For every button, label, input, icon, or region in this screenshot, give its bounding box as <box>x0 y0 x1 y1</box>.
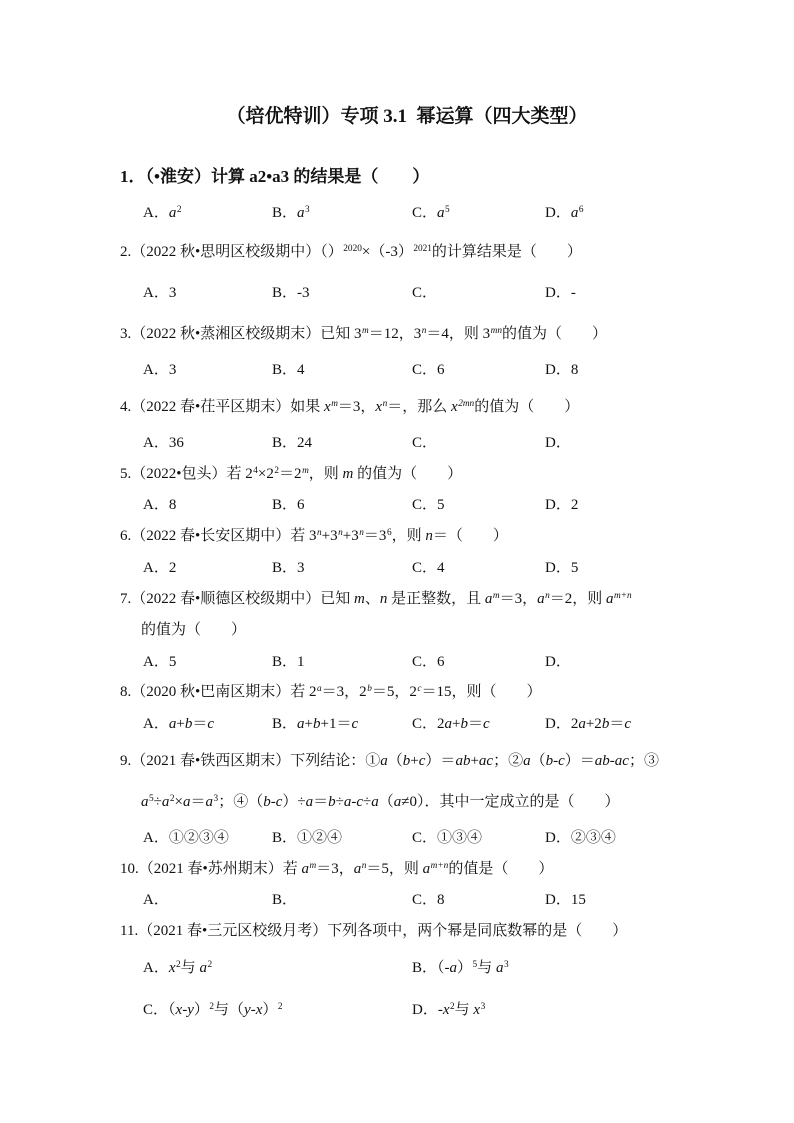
text-run: 10.（2021 春•苏州期末）若 <box>120 861 302 877</box>
text-run: B．-3 <box>272 285 310 301</box>
text-run: C．6 <box>412 654 445 670</box>
text-run: × <box>174 794 184 810</box>
question-9-option-a <box>143 828 229 848</box>
question-5-option-a <box>143 495 176 515</box>
text-run: A． <box>143 960 169 976</box>
text-run: C．（ <box>143 1002 176 1018</box>
text-run: - <box>270 794 276 810</box>
question-10-option-a <box>143 890 169 910</box>
text-run: D．2 <box>545 716 579 732</box>
question-1-option-a <box>143 203 182 223</box>
question-7-option-a <box>143 652 176 672</box>
math-variable: a <box>141 794 149 810</box>
text-run: A．2 <box>143 560 177 576</box>
question-11-option-b <box>412 958 509 978</box>
text-run: 9.（2021 春•铁西区期末）下列结论：① <box>120 753 381 769</box>
superscript-exponent: m <box>302 465 309 476</box>
text-run: B．4 <box>272 362 305 378</box>
superscript-exponent: 6 <box>578 204 584 215</box>
question-1-option-c <box>412 203 450 223</box>
text-run: C．①③④ <box>412 830 483 846</box>
superscript-exponent: 2 <box>274 465 280 476</box>
text-run: ÷ <box>335 794 344 810</box>
text-run: D．②③④ <box>545 830 616 846</box>
text-run: ）＝ <box>564 753 595 769</box>
question-10-option-c <box>412 890 445 910</box>
math-variable: a <box>297 716 305 732</box>
math-variable: m <box>354 591 365 607</box>
text-run: ＝ <box>467 716 483 732</box>
superscript-exponent: 2 <box>277 1001 283 1012</box>
question-11-stem <box>120 921 627 941</box>
question-3-option-b <box>272 360 305 380</box>
math-variable: a <box>168 205 177 221</box>
superscript-exponent: 3 <box>305 204 310 215</box>
superscript-exponent: 5 <box>149 793 154 804</box>
math-variable: a <box>205 794 214 810</box>
superscript-exponent: 2mn <box>458 398 475 409</box>
text-run: D．- <box>545 285 576 301</box>
text-run: 的值为（ ） <box>141 622 247 638</box>
question-4-stem <box>120 397 579 417</box>
question-2-stem <box>120 242 582 262</box>
superscript-exponent: m <box>362 325 369 336</box>
math-variable: ac <box>478 753 494 769</box>
superscript-exponent: 3 <box>480 1001 486 1012</box>
question-7-option-d <box>545 652 571 672</box>
math-variable: x <box>324 399 331 415</box>
question-9-option-c <box>412 828 482 848</box>
text-run: B．24 <box>272 435 313 451</box>
math-variable: a <box>437 205 445 221</box>
text-run: 与 <box>477 960 496 976</box>
text-run: ；③ <box>628 753 659 769</box>
superscript-exponent: 2 <box>207 959 213 970</box>
superscript-exponent: n <box>361 860 367 871</box>
text-run: ＝ <box>192 716 208 732</box>
text-run: B．①②④ <box>272 830 343 846</box>
text-run: ＝3 <box>363 528 387 544</box>
text-run: ，则 <box>308 466 343 482</box>
superscript-exponent: m <box>309 860 317 871</box>
superscript-exponent: 2 <box>169 793 175 804</box>
superscript-exponent: 2 <box>176 204 182 215</box>
text-run: 与 <box>454 1002 474 1018</box>
text-run: 8.（2020 秋•巴南区期末）若 2 <box>120 684 317 700</box>
math-variable: a <box>161 794 170 810</box>
question-4-option-b <box>272 433 312 453</box>
text-run: ）÷ <box>282 794 306 810</box>
text-run: ＝3， <box>316 861 354 877</box>
text-run: B． <box>272 205 298 221</box>
question-6-option-c <box>412 558 445 578</box>
question-7-stem-continued <box>141 620 246 640</box>
text-run: +3 <box>321 528 338 544</box>
text-run: ，则 <box>391 528 426 544</box>
superscript-exponent: m+n <box>614 590 632 601</box>
text-run: 与 <box>180 960 200 976</box>
question-1-option-d <box>545 203 584 223</box>
superscript-exponent: 5 <box>472 959 478 970</box>
text-run: C． <box>412 205 438 221</box>
text-run: ＝ <box>609 716 625 732</box>
text-run: ）＝ <box>425 753 456 769</box>
question-5-option-b <box>272 495 305 515</box>
math-variable: b <box>601 716 610 732</box>
math-variable: a <box>495 960 504 976</box>
text-run: 5.（2022•包头）若 2 <box>120 466 253 482</box>
question-1-stem <box>120 166 429 188</box>
question-4-option-d <box>545 433 571 453</box>
math-variable: ab <box>594 753 610 769</box>
text-run: ＝4，则 3 <box>426 326 491 342</box>
text-run: - <box>553 753 559 769</box>
text-run: B．1 <box>272 654 305 670</box>
question-9-option-b <box>272 828 342 848</box>
text-run: ＝3， <box>499 591 538 607</box>
math-variable: c <box>558 753 565 769</box>
math-variable: a <box>371 794 379 810</box>
text-run: C．8 <box>412 892 445 908</box>
text-run: 4.（2022 春•茌平区期末）如果 <box>120 399 325 415</box>
question-11-option-c <box>143 1000 283 1020</box>
text-run: A．8 <box>143 497 177 513</box>
text-run: ×2 <box>257 466 274 482</box>
text-run: 的值为（ ） <box>353 466 463 482</box>
superscript-exponent: 2020 <box>343 243 362 254</box>
math-variable: a <box>380 753 388 769</box>
text-run: C． <box>412 285 438 301</box>
superscript-exponent: n <box>317 527 322 538</box>
text-run: C．5 <box>412 497 445 513</box>
text-run: + <box>470 753 479 769</box>
text-run: - <box>351 794 357 810</box>
text-run: ＝5，2 <box>371 684 417 700</box>
text-run: ＝12，3 <box>368 326 422 342</box>
text-run: D．2 <box>545 497 579 513</box>
superscript-exponent: 6 <box>386 527 392 538</box>
text-run: ＝3，2 <box>321 684 367 700</box>
text-run: B．3 <box>272 560 305 576</box>
text-run: 1．（•淮安）计算 a2•a3 的结果是（ ） <box>120 167 430 186</box>
text-run: A．3 <box>143 362 177 378</box>
math-variable: a <box>606 591 614 607</box>
text-run: ＝15，则（ ） <box>421 684 542 700</box>
text-run: D．8 <box>545 362 579 378</box>
question-11-option-a <box>143 958 212 978</box>
text-run: A． <box>143 892 169 908</box>
text-run: D．15 <box>545 892 586 908</box>
superscript-exponent: m+n <box>430 860 449 871</box>
math-variable: b <box>545 753 554 769</box>
math-variable: c <box>275 794 283 810</box>
text-run: 的值为（ ） <box>502 326 608 342</box>
text-run: B． <box>272 892 298 908</box>
math-variable: a <box>301 861 310 877</box>
math-variable: a <box>523 753 531 769</box>
text-run: （ <box>530 753 546 769</box>
text-run: A． <box>143 716 169 732</box>
superscript-exponent: mn <box>490 325 503 336</box>
text-run: A．5 <box>143 654 177 670</box>
question-2-option-c <box>412 283 437 303</box>
question-11-option-d <box>412 1000 485 1020</box>
text-run: C． <box>412 435 438 451</box>
text-run: 6.（2022 春•长安区期中）若 3 <box>120 528 317 544</box>
math-variable: x <box>451 399 458 415</box>
question-9-stem-continued <box>141 792 620 812</box>
question-3-option-c <box>412 360 445 380</box>
superscript-exponent: a <box>317 683 322 694</box>
math-variable: a <box>449 960 458 976</box>
question-8-stem <box>120 682 542 702</box>
text-run: （ <box>387 753 403 769</box>
math-variable: x <box>442 1002 450 1018</box>
question-3-option-d <box>545 360 578 380</box>
superscript-exponent: 3 <box>213 793 219 804</box>
math-variable: y <box>187 1002 194 1018</box>
text-run: ） <box>193 1002 209 1018</box>
question-4-option-a <box>143 433 184 453</box>
math-variable: a <box>570 205 579 221</box>
question-5-stem <box>120 464 462 484</box>
math-variable: c <box>351 716 359 732</box>
text-run: ） <box>457 960 473 976</box>
text-run: B．6 <box>272 497 305 513</box>
math-variable: a <box>444 716 453 732</box>
text-run: C．6 <box>412 362 445 378</box>
question-9-stem <box>120 751 659 771</box>
text-run: ） <box>262 1002 278 1018</box>
text-run: ；② <box>493 753 524 769</box>
text-run: - <box>182 1002 188 1018</box>
text-run: + <box>304 716 313 732</box>
math-variable: x <box>375 399 383 415</box>
question-6-option-a <box>143 558 176 578</box>
math-variable: b <box>312 716 321 732</box>
text-run: C．4 <box>412 560 445 576</box>
text-run: 3.（2022 秋•蒸湘区校级期末）已知 3 <box>120 326 362 342</box>
math-variable: m <box>342 466 354 482</box>
question-1-option-b <box>272 203 310 223</box>
math-variable: x <box>255 1002 263 1018</box>
text-run: ≠0）．其中一定成立的是（ ） <box>401 794 620 810</box>
question-4-option-c <box>412 433 437 453</box>
text-run: 是正整数，且 <box>387 591 485 607</box>
math-variable: a <box>393 794 402 810</box>
question-9-option-d <box>545 828 616 848</box>
superscript-exponent: 5 <box>445 204 450 215</box>
math-variable: x <box>168 960 176 976</box>
math-variable: y <box>244 1002 251 1018</box>
question-5-option-c <box>412 495 445 515</box>
question-8-option-b <box>272 714 358 734</box>
superscript-exponent: n <box>545 590 550 601</box>
superscript-exponent: 3 <box>503 959 509 970</box>
math-variable: b <box>460 716 468 732</box>
math-variable: a <box>168 716 177 732</box>
question-8-option-a <box>143 714 214 734</box>
math-variable: a <box>353 861 362 877</box>
superscript-exponent: 2021 <box>413 243 432 254</box>
math-variable: c <box>207 716 214 732</box>
text-run: 11.（2021 春•三元区校级月考）下列各项中，两个幂是同底数幂的是（ ） <box>120 923 628 939</box>
question-7-option-b <box>272 652 305 672</box>
superscript-exponent: 2 <box>209 1001 215 1012</box>
question-2-option-a <box>143 283 176 303</box>
text-run: D． <box>545 435 571 451</box>
text-run: ＝2，则 <box>549 591 607 607</box>
math-variable: a <box>484 591 493 607</box>
superscript-exponent: m <box>331 398 338 409</box>
math-variable: a <box>305 794 314 810</box>
page-title: （培优特训）专项 3.1 幂运算（四大类型） <box>226 106 588 127</box>
math-variable: x <box>175 1002 183 1018</box>
superscript-exponent: n <box>359 527 364 538</box>
text-run: ＝ <box>190 794 206 810</box>
text-run: 的值为（ ） <box>474 399 580 415</box>
text-run: D．5 <box>545 560 579 576</box>
text-run: - <box>609 753 615 769</box>
superscript-exponent: n <box>338 527 343 538</box>
text-run: D． <box>545 205 571 221</box>
question-10-option-b <box>272 890 297 910</box>
question-10-stem <box>120 859 553 879</box>
superscript-exponent: 2 <box>176 959 181 970</box>
math-variable: c <box>483 716 490 732</box>
math-variable: a <box>343 794 352 810</box>
text-run: - <box>250 1002 256 1018</box>
superscript-exponent: n <box>382 398 388 409</box>
question-8-option-d <box>545 714 631 734</box>
superscript-exponent: 2 <box>450 1001 455 1012</box>
math-variable: a <box>422 861 431 877</box>
text-run: 的值是（ ） <box>448 861 554 877</box>
math-variable: b <box>263 794 271 810</box>
text-run: D． <box>545 654 571 670</box>
math-variable: b <box>328 794 336 810</box>
math-variable: a <box>183 794 191 810</box>
text-run: ＝5，则 <box>366 861 423 877</box>
text-run: 7.（2022 春•顺德区校级期中）已知 <box>120 591 355 607</box>
text-run: A．36 <box>143 435 184 451</box>
question-6-option-b <box>272 558 305 578</box>
question-3-option-a <box>143 360 176 380</box>
math-variable: x <box>473 1002 481 1018</box>
text-run: 的计算结果是（ ） <box>431 244 582 260</box>
text-run: ＝2 <box>279 466 302 482</box>
text-run: A．3 <box>143 285 177 301</box>
text-run: 、 <box>364 591 380 607</box>
question-2-option-d <box>545 283 576 303</box>
text-run: A． <box>143 205 169 221</box>
text-run: ÷ <box>153 794 162 810</box>
math-variable: c <box>418 753 426 769</box>
text-run: ＝3， <box>337 399 376 415</box>
text-run: 2.（2022 秋•思明区校级期中）（） <box>120 244 343 260</box>
text-run: + <box>452 716 461 732</box>
text-run: ＝（ ） <box>432 528 508 544</box>
text-run: +1＝ <box>320 716 352 732</box>
text-run: ；④（ <box>218 794 264 810</box>
text-run: +3 <box>342 528 359 544</box>
superscript-exponent: m <box>492 590 500 601</box>
text-run: ×（-3） <box>361 244 413 260</box>
math-variable: c <box>356 794 364 810</box>
math-variable: n <box>425 528 433 544</box>
question-7-stem <box>120 589 632 609</box>
question-6-option-d <box>545 558 578 578</box>
text-run: （ <box>378 794 394 810</box>
math-variable: n <box>379 591 388 607</box>
math-variable: a <box>297 205 305 221</box>
text-run: 与（ <box>214 1002 245 1018</box>
question-7-option-c <box>412 652 445 672</box>
superscript-exponent: c <box>417 683 422 694</box>
math-variable: b <box>402 753 411 769</box>
question-2-option-b <box>272 283 310 303</box>
math-variable: a <box>537 591 545 607</box>
text-run: +2 <box>585 716 602 732</box>
superscript-exponent: n <box>421 325 427 336</box>
text-run: ÷ <box>363 794 372 810</box>
text-run: ＝ <box>313 794 329 810</box>
question-10-option-d <box>545 890 586 910</box>
question-5-option-d <box>545 495 578 515</box>
question-6-stem <box>120 526 508 546</box>
text-run: + <box>176 716 185 732</box>
math-variable: ac <box>614 753 629 769</box>
question-8-option-c <box>412 714 490 734</box>
text-run: B．（- <box>412 960 450 976</box>
superscript-exponent: b <box>367 683 372 694</box>
text-run: + <box>410 753 419 769</box>
text-run: ＝，那么 <box>387 399 452 415</box>
math-variable: a <box>578 716 586 732</box>
math-variable: b <box>184 716 193 732</box>
math-variable: ab <box>455 753 471 769</box>
math-variable: a <box>199 960 207 976</box>
superscript-exponent: 4 <box>253 465 258 476</box>
text-run: D．- <box>412 1002 443 1018</box>
text-run: B． <box>272 716 298 732</box>
question-3-stem <box>120 324 607 344</box>
text-run: A．①②③④ <box>143 830 229 846</box>
math-variable: c <box>624 716 631 732</box>
text-run: C．2 <box>412 716 445 732</box>
